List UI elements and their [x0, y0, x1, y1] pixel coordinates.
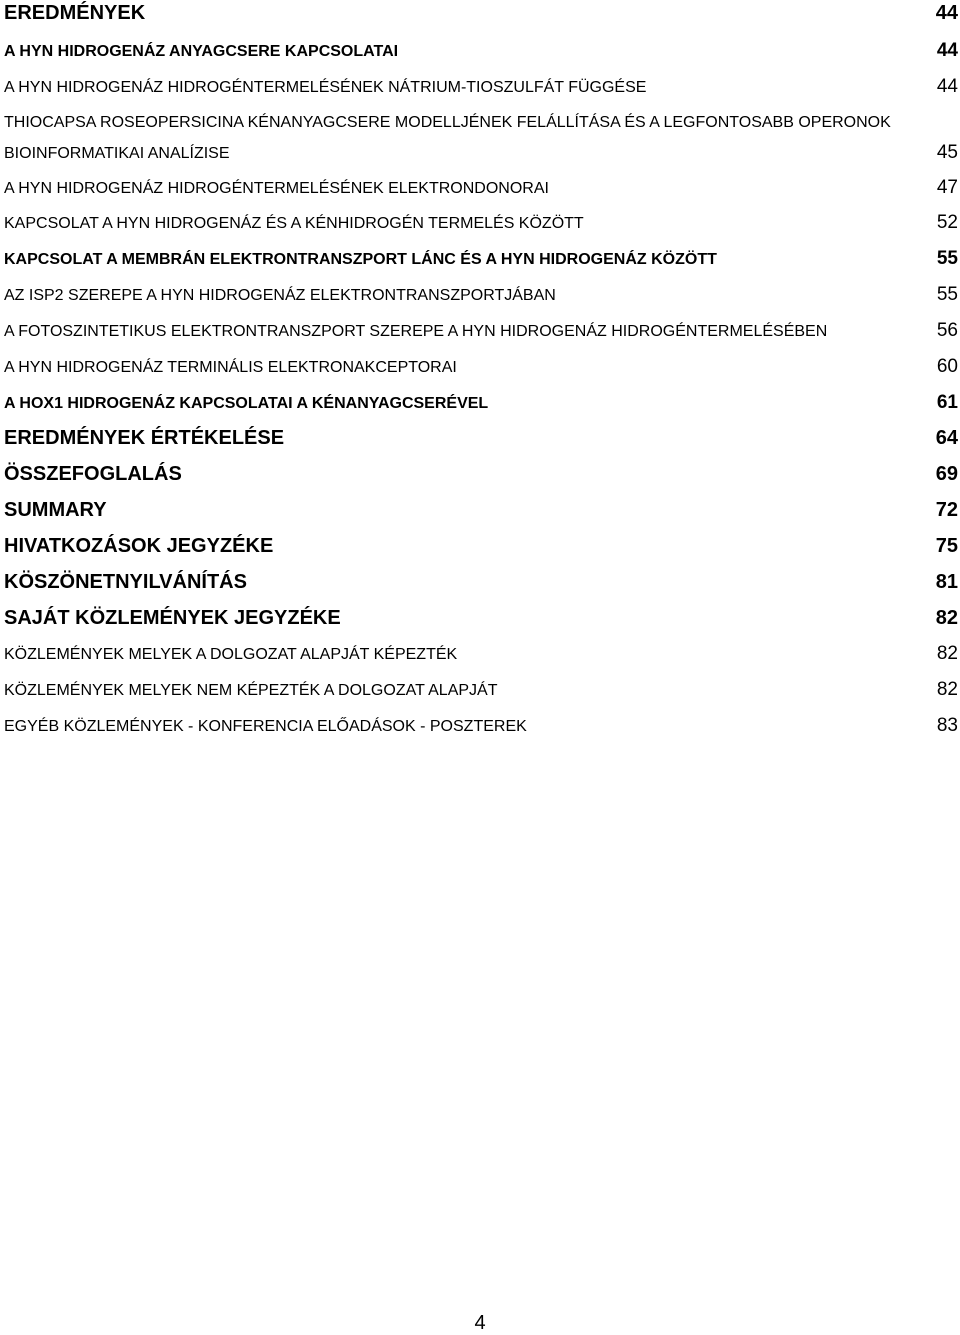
page-number: 4	[474, 1312, 486, 1334]
toc-entry-page: 52	[936, 212, 958, 233]
toc-entry	[4, 571, 958, 594]
toc-entry-title: KÖSZÖNETNYILVÁNÍTÁS	[4, 571, 247, 593]
toc-entry	[4, 715, 958, 737]
toc-entry	[4, 392, 958, 414]
toc-entry	[4, 2, 958, 25]
toc-entry-title: A HYN HIDROGENÁZ HIDROGÉNTERMELÉSÉNEK ELEKTRONDONORAI	[4, 180, 549, 197]
toc-entry-title: ÖSSZEFOGLALÁS	[4, 463, 182, 485]
toc-entry-title: A HOX1 HIDROGENÁZ KAPCSOLATAI A KÉNANYAGCSERÉVEL	[4, 395, 489, 412]
toc-entry-title: BIOINFORMATIKAI ANALÍZISE	[4, 145, 230, 162]
toc-entry-page: 55	[936, 248, 958, 269]
toc-entry	[4, 499, 958, 522]
toc-entry-page: 44	[936, 76, 958, 97]
toc-entry-title: KAPCSOLAT A MEMBRÁN ELEKTRONTRANSZPORT LÁNC ÉS A HYN HIDROGENÁZ KÖZÖTT	[4, 251, 717, 268]
toc-entry-page: 56	[936, 320, 958, 341]
toc-entry-page: 75	[935, 535, 958, 557]
toc-entry	[4, 40, 958, 62]
toc-entry-page: 82	[935, 607, 958, 629]
toc-entry	[4, 248, 958, 270]
toc-entry-page: 47	[936, 177, 958, 198]
toc-entry	[4, 284, 958, 306]
toc-entry-page: 82	[936, 643, 958, 664]
toc-entry	[4, 679, 958, 701]
toc-entry-title: EGYÉB KÖZLEMÉNYEK - KONFERENCIA ELŐADÁSOK - POSZTEREK	[4, 718, 527, 735]
toc-entry-title: A HYN HIDROGENÁZ HIDROGÉNTERMELÉSÉNEK NÁTRIUM-TIOSZULFÁT FÜGGÉSE	[4, 79, 647, 96]
toc-entry-page: 44	[936, 40, 958, 61]
toc-entry-title: AZ ISP2 SZEREPE A HYN HIDROGENÁZ ELEKTRONTRANSZPORTJÁBAN	[4, 287, 556, 304]
toc-entry	[4, 320, 958, 342]
toc-entry-page: 61	[936, 392, 958, 413]
toc-entry	[4, 427, 958, 450]
toc-entry	[4, 114, 958, 132]
toc-entry-title: EREDMÉNYEK ÉRTÉKELÉSE	[4, 427, 285, 449]
toc-entry-page: 82	[936, 679, 958, 700]
toc-entry-title: A HYN HIDROGENÁZ ANYAGCSERE KAPCSOLATAI	[4, 43, 399, 60]
toc-entry	[4, 76, 958, 98]
toc-entry-title: HIVATKOZÁSOK JEGYZÉKE	[4, 535, 274, 557]
toc-entry-title: SUMMARY	[4, 499, 107, 521]
toc-entry	[4, 463, 958, 486]
toc-entry-page: 83	[936, 715, 958, 736]
toc-entry-page: 44	[935, 2, 958, 24]
toc-entry-page: 64	[935, 427, 958, 449]
toc-entry-title: KÖZLEMÉNYEK MELYEK A DOLGOZAT ALAPJÁT KÉPEZTÉK	[4, 646, 458, 663]
toc-entry	[4, 535, 958, 558]
toc-entry-title: SAJÁT KÖZLEMÉNYEK JEGYZÉKE	[4, 607, 341, 629]
toc-entry	[4, 177, 958, 199]
toc-entry	[4, 607, 958, 630]
toc-entry-title: KAPCSOLAT A HYN HIDROGENÁZ ÉS A KÉNHIDROGÉN TERMELÉS KÖZÖTT	[4, 215, 584, 232]
toc-entry-page: 72	[935, 499, 958, 521]
toc-entry	[4, 142, 958, 164]
toc-entry-title: A HYN HIDROGENÁZ TERMINÁLIS ELEKTRONAKCEPTORAI	[4, 359, 457, 376]
toc-entry	[4, 356, 958, 378]
toc-entry-title: A FOTOSZINTETIKUS ELEKTRONTRANSZPORT SZEREPE A HYN HIDROGENÁZ HIDROGÉNTERMELÉSÉBEN	[4, 323, 828, 340]
toc-entry-page: 45	[936, 142, 958, 163]
toc-entry-title: KÖZLEMÉNYEK MELYEK NEM KÉPEZTÉK A DOLGOZAT ALAPJÁT	[4, 682, 498, 699]
toc-entry-page: 55	[936, 284, 958, 305]
toc-entry-page: 69	[935, 463, 958, 485]
toc-entry	[4, 643, 958, 665]
toc-entry	[4, 212, 958, 234]
toc-entry-page: 81	[935, 571, 958, 593]
toc-entry-page: 60	[936, 356, 958, 377]
toc-entry-title: THIOCAPSA ROSEOPERSICINA KÉNANYAGCSERE MODELLJÉNEK FELÁLLÍTÁSA ÉS A LEGFONTOSABB OPERONOK	[4, 114, 891, 131]
toc-entry-title: EREDMÉNYEK	[4, 2, 146, 24]
